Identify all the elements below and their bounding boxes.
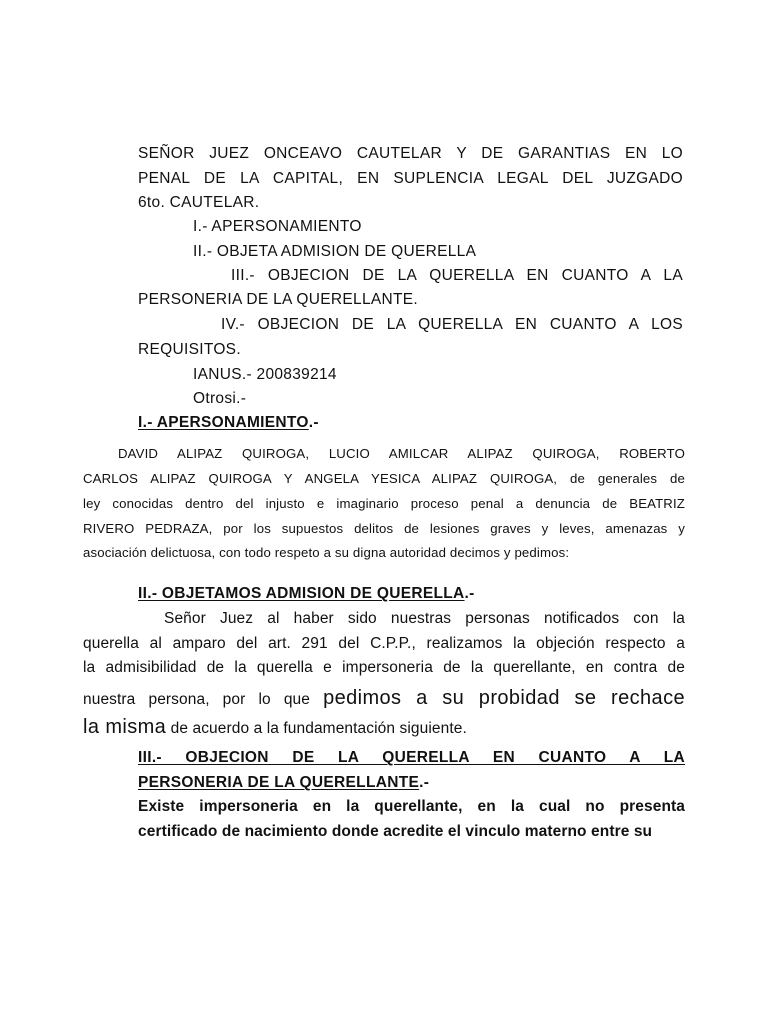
section-2-line-4-emphasis: pedimos a su probidad se rechace: [323, 687, 685, 709]
section-2-line-2: querella al amparo del art. 291 del C.P.P., realizamos la objeción respecto a: [83, 635, 685, 652]
header-item-3a: III.- OBJECION DE LA QUERELLA EN CUANTO A LA: [231, 267, 683, 284]
section-3-line-1: Existe impersoneria en la querellante, en la cual no presenta: [138, 798, 685, 815]
section-3-heading-line-2-text: PERSONERIA DE LA QUERELLANTE: [138, 774, 420, 791]
section-2-line-4: [83, 688, 685, 708]
header-line-1: SEÑOR JUEZ ONCEAVO CAUTELAR Y DE GARANTIAS EN LO: [138, 145, 683, 162]
section-1-heading-text: I.- APERSONAMIENTO: [138, 414, 309, 431]
section-1-heading-suffix: .-: [308, 414, 319, 431]
header-item-4a: IV.- OBJECION DE LA QUERELLA EN CUANTO A LOS: [221, 316, 683, 333]
section-2-heading: [138, 586, 475, 602]
header-item-3b: PERSONERIA DE LA QUERELLANTE.: [138, 291, 419, 308]
section-1-line-4: RIVERO PEDRAZA, por los supuestos delitos de lesiones graves y leves, amenazas y: [83, 521, 685, 536]
section-3-heading-line-1: [138, 750, 685, 766]
section-2-line-1: Señor Juez al haber sido nuestras personas notificados con la: [164, 610, 685, 627]
header-item-2: II.- OBJETA ADMISION DE QUERELLA: [193, 243, 477, 260]
header-otrosi: Otrosi.-: [193, 390, 247, 407]
section-3-line-2: certificado de nacimiento donde acredite el vinculo materno entre su: [138, 823, 653, 840]
header-item-1: I.- APERSONAMIENTO: [193, 218, 362, 235]
header-ianus: IANUS.- 200839214: [193, 366, 337, 383]
section-1-line-2: CARLOS ALIPAZ QUIROGA Y ANGELA YESICA ALIPAZ QUIROGA, de generales de: [83, 471, 685, 486]
section-3-heading-line-2: [138, 775, 429, 791]
section-3-heading-suffix: .-: [419, 774, 430, 791]
section-3-heading-line-1-text: III.- OBJECION DE LA QUERELLA EN CUANTO A LA: [138, 749, 685, 766]
section-2-heading-suffix: .-: [464, 585, 475, 602]
section-2-line-5-end: de acuerdo a la fundamentación siguiente.: [166, 720, 467, 737]
section-2-line-5-emphasis: la misma: [83, 716, 167, 738]
section-1-heading: [138, 415, 319, 431]
section-1-line-5: asociación delictuosa, con todo respeto a su digna autoridad decimos y pedimos:: [83, 545, 570, 560]
section-1-line-1: DAVID ALIPAZ QUIROGA, LUCIO AMILCAR ALIPAZ QUIROGA, ROBERTO: [118, 446, 685, 461]
section-2-line-3: la admisibilidad de la querella e impersoneria de la querellante, en contra de: [83, 659, 685, 676]
header-line-3: 6to. CAUTELAR.: [138, 194, 260, 211]
header-item-4b: REQUISITOS.: [138, 341, 241, 358]
section-2-line-4-start: nuestra persona, por lo que: [83, 691, 324, 708]
section-2-line-5: [83, 717, 467, 737]
section-2-heading-text: II.- OBJETAMOS ADMISION DE QUERELLA: [138, 585, 465, 602]
header-line-2: PENAL DE LA CAPITAL, EN SUPLENCIA LEGAL DEL JUZGADO: [138, 170, 683, 187]
section-1-line-3: ley conocidas dentro del injusto e imaginario proceso penal a denuncia de BEATRIZ: [83, 496, 685, 511]
